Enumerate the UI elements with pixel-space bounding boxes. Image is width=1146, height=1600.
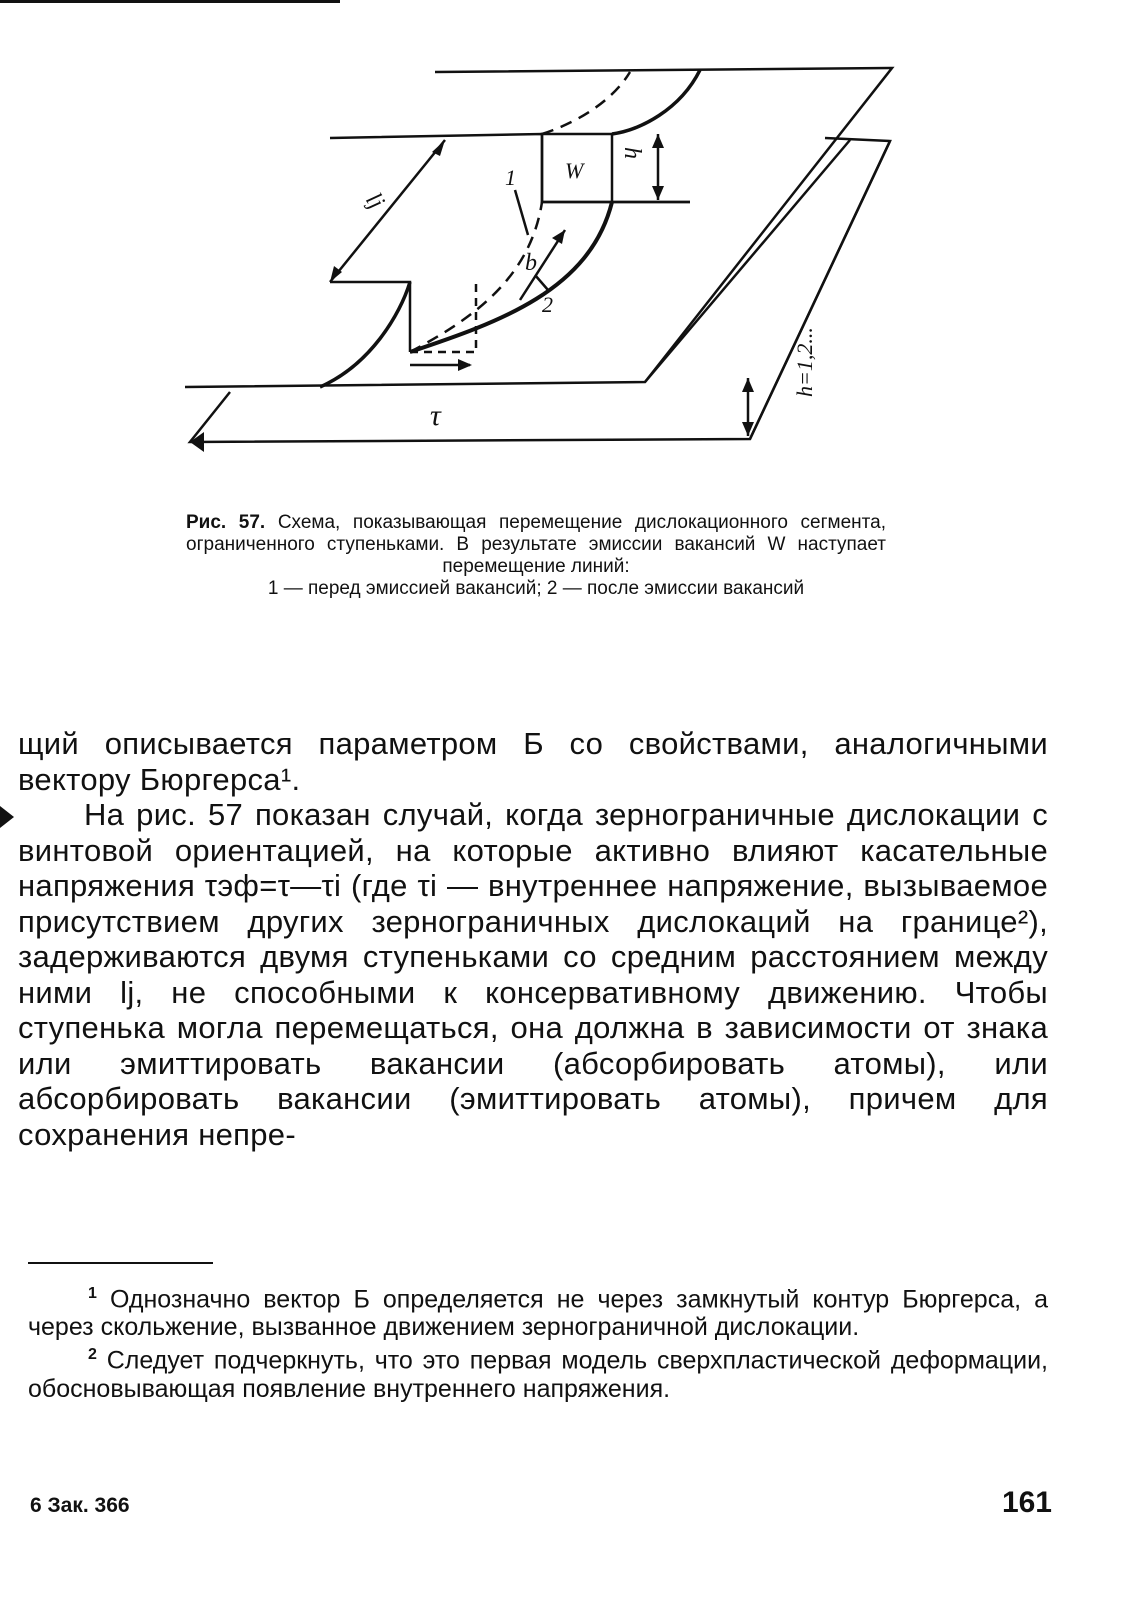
motion-arrowhead	[458, 359, 472, 371]
printing-order: 6 Зак. 366	[30, 1494, 130, 1517]
label-h: h	[619, 147, 645, 159]
figure-57	[170, 60, 930, 460]
label-tau: τ	[430, 399, 441, 432]
paragraph-1: щий описывается параметром Б со свойствами, аналогичными вектору Бюргерса¹.	[18, 726, 1048, 797]
caption-label: Рис. 57.	[186, 512, 266, 533]
lower-plane-outline	[190, 138, 890, 442]
dislocation-lower-left	[320, 282, 410, 387]
footnote-1-text: Однозначно вектор Б определяется не через замкнутый контур Бюргерса, а через скольжение, вызванное движением зернограничной дислокации.	[28, 1285, 1048, 1342]
margin-arrow-icon	[0, 806, 14, 828]
h-arrowhead-bottom	[652, 186, 664, 200]
h-arrowhead-top	[652, 134, 664, 148]
lower-plane-right	[645, 140, 850, 382]
page-number: 161	[1001, 1486, 1052, 1519]
label-1: 1	[505, 165, 516, 190]
footnote-1	[28, 1280, 1048, 1341]
footnote-1-mark: 1	[88, 1285, 97, 1302]
label-lj: lj	[360, 188, 390, 215]
footnote-2-text: Следует подчеркнуть, что это первая модель сверхпластической деформации, обосновывающая появление внутреннего напряжения.	[28, 1346, 1049, 1403]
h-values-arrowhead-top	[742, 378, 754, 392]
footnote-2	[28, 1341, 1048, 1402]
figure-caption	[186, 512, 886, 600]
caption-legend: 1 — перед эмиссией вакансий; 2 — после эмиссии вакансий	[267, 578, 805, 599]
step-bottom	[330, 282, 410, 352]
footnotes	[28, 1280, 1048, 1403]
caption-text: Схема, показывающая перемещение дислокационного сегмента, ограниченного ступеньками. В результате эмиссии вакансий W наступает перемещение линий:	[186, 512, 886, 577]
b-arrowhead	[552, 230, 565, 244]
lj-arrow	[330, 140, 445, 282]
leader-1	[515, 190, 528, 235]
main-text	[18, 726, 1048, 1152]
footnote-rule	[28, 1262, 213, 1264]
dislocation-diagram	[170, 60, 930, 460]
label-w: W	[565, 158, 584, 183]
paragraph-2: На рис. 57 показан случай, когда зернограничные дислокации с винтовой ориентацией, на которые активно влияют касательные напряжения τэф=τ—τi (где τi — внутреннее напряжение, вызываемое присутствием других зернограничных дислокаций на границе²), задерживаются двумя ступеньками со средним расстоянием между ними lj, не способными к консервативному движению. Чтобы ступенька могла перемещаться, она должна в зависимости от знака или эмиттировать вакансии (абсорбировать атомы), или абсорбировать вакансии (эмиттировать атомы), причем для сохранения непре-	[18, 797, 1048, 1152]
top-rule	[0, 0, 340, 3]
upper-plane-outline	[185, 68, 892, 387]
label-b: b	[525, 250, 537, 276]
label-h-values: h=1,2...	[792, 327, 817, 397]
footnote-2-mark: 2	[88, 1346, 97, 1364]
lower-plane-edge	[750, 141, 890, 439]
leader-2	[535, 275, 548, 290]
dislocation-line-1-upper	[542, 72, 630, 134]
label-2: 2	[542, 292, 553, 317]
